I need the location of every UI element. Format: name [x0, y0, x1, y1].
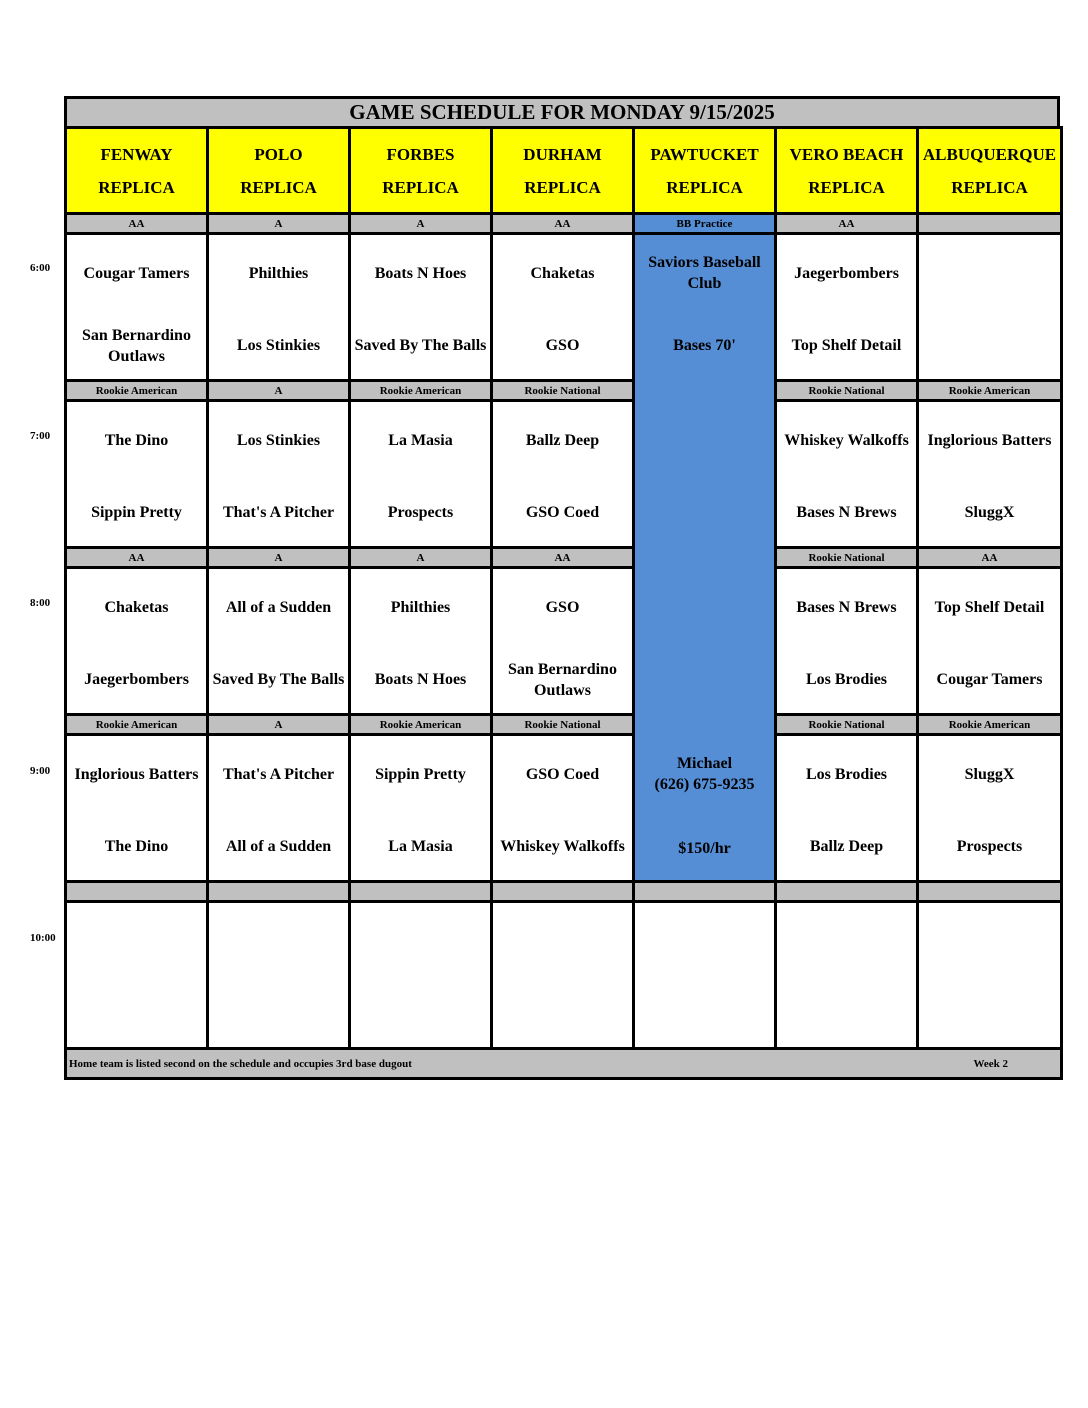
practice-block	[634, 234, 776, 882]
time-label-6: 6:00	[30, 262, 51, 274]
game-cell	[208, 902, 350, 1049]
division-label: Rookie American	[918, 381, 1062, 401]
division-label: AA	[66, 548, 208, 568]
division-label	[918, 214, 1062, 234]
home-team	[919, 321, 1060, 371]
game-cell	[350, 735, 492, 882]
division-label: Rookie American	[350, 381, 492, 401]
game-row	[66, 568, 1062, 715]
game-cell	[492, 902, 634, 1049]
division-label	[208, 882, 350, 902]
game-cell	[66, 902, 208, 1049]
division-label: A	[350, 548, 492, 568]
away-team	[919, 249, 1060, 299]
home-team	[919, 989, 1060, 1039]
footer-cell	[66, 1049, 1062, 1079]
home-team: Los Brodies	[805, 671, 888, 688]
home-team	[493, 989, 632, 1039]
game-cell	[350, 568, 492, 715]
field-subtitle: REPLICA	[524, 177, 601, 197]
division-label: AA	[492, 214, 634, 234]
game-cell	[918, 568, 1062, 715]
home-team: La Masia	[388, 838, 453, 855]
game-row	[66, 735, 1062, 882]
game-cell	[776, 735, 918, 882]
field-header	[776, 128, 918, 214]
home-team: GSO	[545, 337, 580, 354]
game-cell	[492, 735, 634, 882]
field-header	[492, 128, 634, 214]
game-cell	[634, 902, 776, 1049]
home-team: Bases N Brews	[796, 504, 897, 521]
away-team	[67, 917, 206, 967]
home-team: All of a Sudden	[225, 838, 332, 855]
footer-note: Home team is listed second on the schedule and occupies 3rd base dugout	[69, 1057, 412, 1070]
away-team: Sippin Pretty	[375, 766, 466, 783]
home-team: Whiskey Walkoffs	[500, 838, 625, 855]
away-team: Ballz Deep	[525, 432, 600, 449]
field-name: PAWTUCKET	[650, 144, 759, 164]
schedule-sheet	[64, 96, 1060, 1080]
away-team: Inglorious Batters	[927, 432, 1052, 449]
division-label: A	[208, 548, 350, 568]
home-team: Boats N Hoes	[374, 671, 467, 688]
division-label	[492, 882, 634, 902]
away-team: La Masia	[388, 432, 453, 449]
field-name: DURHAM	[523, 144, 602, 164]
home-team: Prospects	[387, 504, 454, 521]
away-team: Whiskey Walkoffs	[784, 432, 909, 449]
away-team: Philthies	[390, 599, 451, 616]
away-team	[493, 917, 632, 967]
game-cell	[492, 568, 634, 715]
away-team: Jaegerbombers	[794, 265, 899, 282]
game-row	[66, 401, 1062, 548]
game-cell	[66, 234, 208, 381]
game-cell	[350, 401, 492, 548]
game-cell	[776, 401, 918, 548]
away-team	[209, 917, 348, 967]
game-cell	[492, 234, 634, 381]
home-team	[351, 989, 490, 1039]
game-cell	[208, 735, 350, 882]
division-label: Rookie American	[350, 715, 492, 735]
field-name: VERO BEACH	[789, 144, 904, 164]
practice-format: Bases 70'	[673, 336, 736, 354]
game-cell	[66, 401, 208, 548]
division-row	[66, 381, 1062, 401]
home-team: Sippin Pretty	[91, 504, 182, 521]
division-label: Rookie National	[776, 715, 918, 735]
division-label	[918, 882, 1062, 902]
home-team: GSO Coed	[525, 504, 600, 521]
division-label: BB Practice	[634, 214, 776, 234]
away-team: Cougar Tamers	[83, 265, 190, 282]
field-subtitle: REPLICA	[666, 177, 743, 197]
home-team	[777, 989, 916, 1039]
field-header	[634, 128, 776, 214]
home-team: That's A Pitcher	[222, 504, 335, 521]
game-cell	[208, 568, 350, 715]
field-name: FENWAY	[100, 144, 173, 164]
away-team: Bases N Brews	[796, 599, 897, 616]
away-team	[777, 917, 916, 967]
away-team: Inglorious Batters	[74, 766, 199, 783]
away-team	[351, 917, 490, 967]
game-cell	[208, 401, 350, 548]
division-label: AA	[66, 214, 208, 234]
time-label-10: 10:00	[30, 932, 56, 944]
home-team: San Bernardino Outlaws	[82, 326, 191, 365]
game-cell	[918, 735, 1062, 882]
division-label: AA	[918, 548, 1062, 568]
field-header	[918, 128, 1062, 214]
away-team: Boats N Hoes	[374, 265, 467, 282]
division-label: AA	[776, 214, 918, 234]
division-label: A	[208, 715, 350, 735]
away-team: The Dino	[104, 432, 169, 449]
division-label: AA	[492, 548, 634, 568]
game-row	[66, 902, 1062, 1049]
division-label: A	[208, 214, 350, 234]
field-header-row	[66, 128, 1062, 214]
time-label-9: 9:00	[30, 765, 51, 777]
division-label: A	[208, 381, 350, 401]
home-team: Los Stinkies	[236, 337, 321, 354]
home-team: Saved By The Balls	[212, 671, 345, 688]
away-team	[635, 917, 774, 967]
practice-team: Saviors Baseball Club	[648, 253, 761, 292]
field-header	[208, 128, 350, 214]
practice-rate: $150/hr	[678, 839, 731, 857]
field-name: FORBES	[386, 144, 455, 164]
division-label: Rookie National	[776, 381, 918, 401]
game-cell	[492, 401, 634, 548]
home-team	[635, 989, 774, 1039]
division-label	[66, 882, 208, 902]
division-label: Rookie National	[492, 381, 634, 401]
field-subtitle: REPLICA	[808, 177, 885, 197]
division-row	[66, 214, 1062, 234]
field-subtitle: REPLICA	[951, 177, 1028, 197]
home-team	[67, 989, 206, 1039]
away-team	[919, 917, 1060, 967]
division-label	[350, 882, 492, 902]
away-team: Chaketas	[104, 599, 169, 616]
home-team: Jaegerbombers	[84, 671, 189, 688]
schedule-table	[64, 126, 1063, 1080]
division-row	[66, 715, 1062, 735]
time-label-8: 8:00	[30, 597, 51, 609]
division-label: A	[350, 214, 492, 234]
division-label	[776, 882, 918, 902]
away-team: GSO	[545, 599, 580, 616]
division-row	[66, 548, 1062, 568]
home-team: Ballz Deep	[809, 838, 884, 855]
home-team: Prospects	[956, 838, 1023, 855]
schedule-title: GAME SCHEDULE FOR MONDAY 9/15/2025	[64, 96, 1060, 126]
away-team: That's A Pitcher	[222, 766, 335, 783]
division-row	[66, 882, 1062, 902]
field-header	[350, 128, 492, 214]
away-team: All of a Sudden	[225, 599, 332, 616]
time-label-7: 7:00	[30, 430, 51, 442]
game-cell	[208, 234, 350, 381]
game-cell	[66, 568, 208, 715]
division-label: Rookie National	[492, 715, 634, 735]
game-cell	[918, 401, 1062, 548]
division-label: Rookie American	[918, 715, 1062, 735]
home-team: Top Shelf Detail	[791, 337, 902, 354]
away-team: Philthies	[248, 265, 309, 282]
division-label: Rookie American	[66, 381, 208, 401]
game-cell	[350, 234, 492, 381]
away-team: Los Brodies	[805, 766, 888, 783]
field-subtitle: REPLICA	[240, 177, 317, 197]
game-cell	[350, 902, 492, 1049]
division-label: Rookie National	[776, 548, 918, 568]
practice-contact-name: Michael	[676, 754, 733, 772]
game-cell	[918, 234, 1062, 381]
game-cell	[776, 902, 918, 1049]
footer-row	[66, 1049, 1062, 1079]
game-cell	[776, 568, 918, 715]
field-header	[66, 128, 208, 214]
home-team: Saved By The Balls	[354, 337, 487, 354]
away-team: Top Shelf Detail	[934, 599, 1045, 616]
field-name: ALBUQUERQUE	[922, 144, 1057, 164]
home-team: SluggX	[964, 504, 1015, 521]
field-subtitle: REPLICA	[382, 177, 459, 197]
field-name: POLO	[254, 144, 303, 164]
field-subtitle: REPLICA	[98, 177, 175, 197]
practice-contact-phone: (626) 675-9235	[654, 775, 755, 793]
game-cell	[66, 735, 208, 882]
game-cell	[918, 902, 1062, 1049]
week-label: Week 2	[973, 1057, 1008, 1070]
away-team: Chaketas	[530, 265, 595, 282]
away-team: SluggX	[964, 766, 1015, 783]
home-team	[209, 989, 348, 1039]
home-team: The Dino	[104, 838, 169, 855]
home-team: Cougar Tamers	[936, 671, 1043, 688]
division-label	[634, 882, 776, 902]
game-row	[66, 234, 1062, 381]
away-team: Los Stinkies	[236, 432, 321, 449]
division-label: Rookie American	[66, 715, 208, 735]
home-team: San Bernardino Outlaws	[508, 660, 617, 699]
game-cell	[776, 234, 918, 381]
away-team: GSO Coed	[525, 766, 600, 783]
